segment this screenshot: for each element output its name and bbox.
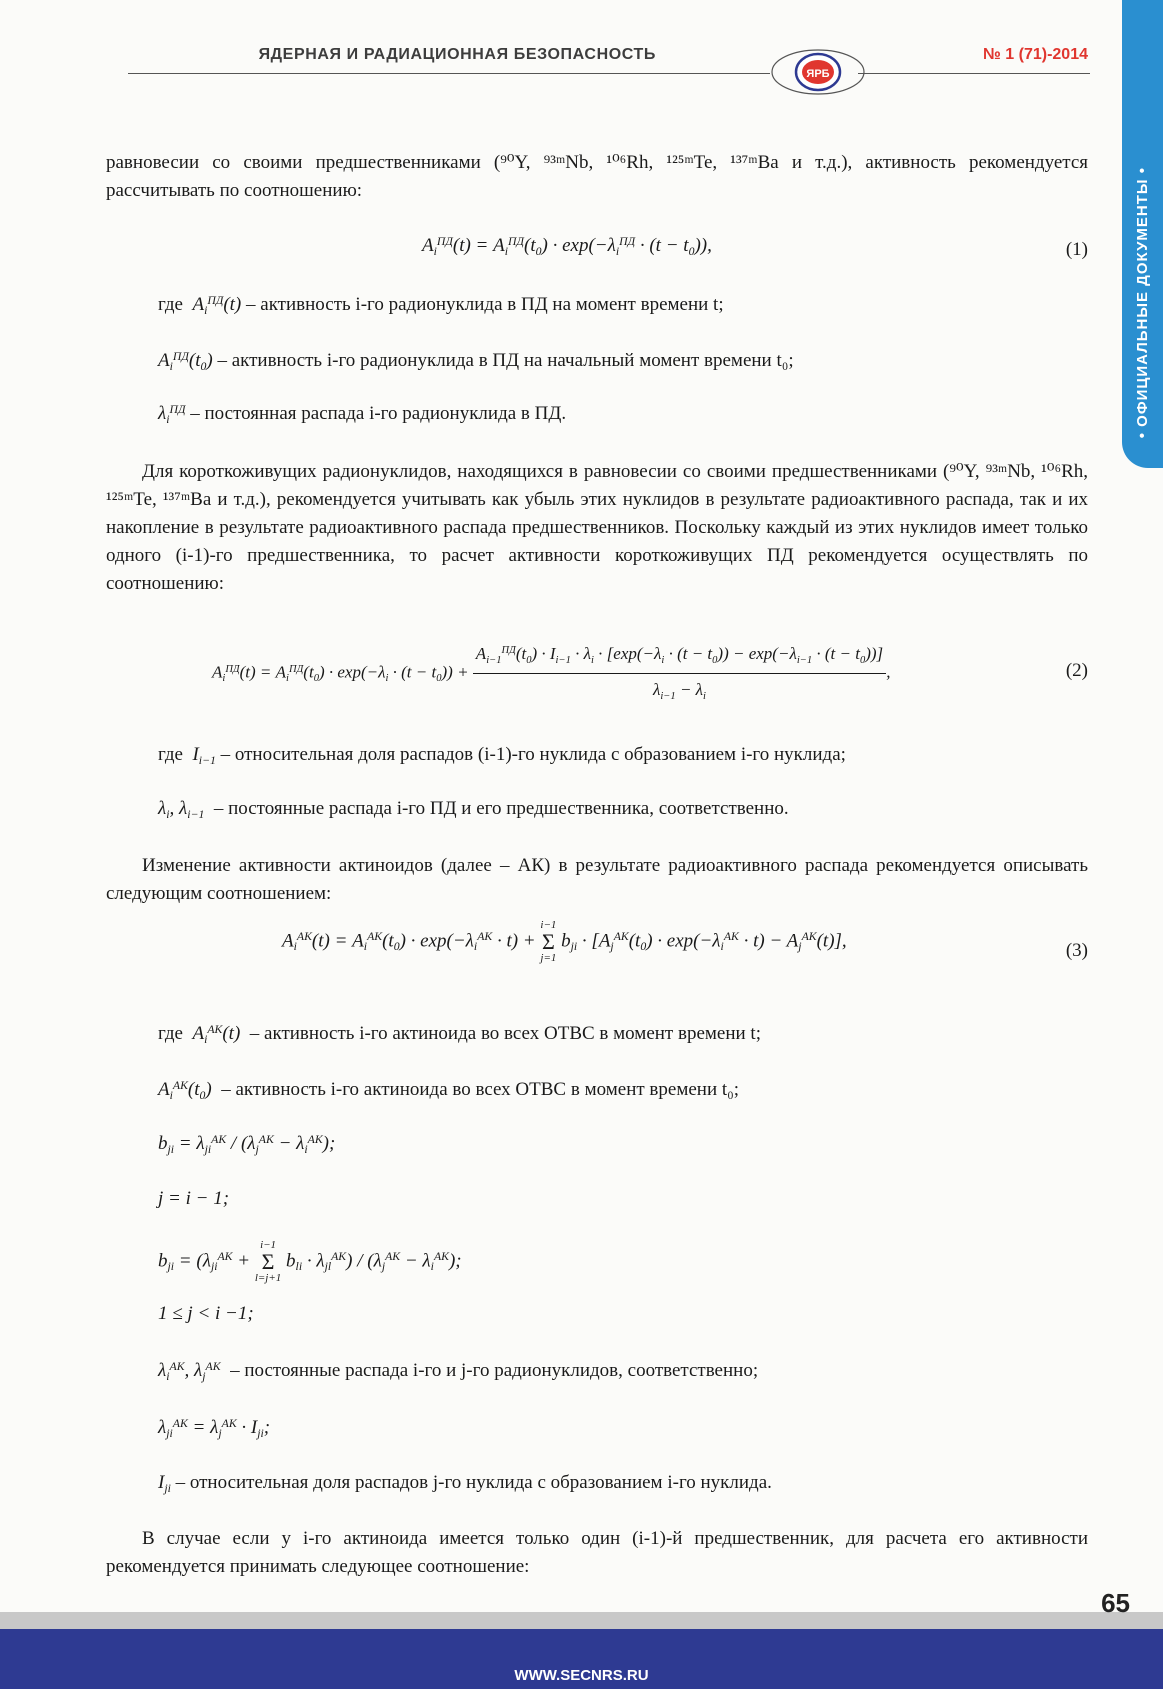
logo-text: ЯРБ [806, 68, 830, 80]
section-side-tab [1122, 0, 1163, 468]
formula-lambda-ji: $\lambda_{ji}^{АК} = \lambda_j^{АК} \cdot I_{ji}$; [158, 1416, 271, 1441]
formula-bji-2: $b_{ji} = (\lambda_{ji}^{АК}$ + i−1 Σ l=j+1 $b_{li} \cdot \lambda_{jl}^{АК}) / (\lambda_j^{АК} - \lambda_i^{АК})$; [158, 1239, 462, 1284]
equation-3-number: (3) [1065, 940, 1088, 961]
definition-3a-text: – активность i-го актиноида во всех ОТВС в момент времени t; [249, 1023, 761, 1044]
definition-1b: $A_i^{ПД}(t_0)$ – активность i-го радионуклида в ПД на начальный момент времени t₀; [158, 349, 794, 374]
paragraph-3: Изменение активности актиноидов (далее – АК) в результате радиоактивного распада рекомендуется описывать следующим соотношением: [106, 855, 1088, 904]
journal-logo [768, 42, 868, 106]
definition-2a: где $I_{i-1}$ – относительная доля распадов (i-1)-го нуклида с образованием i-го нуклида; [158, 744, 846, 768]
formula-bji-1: $b_{ji} = \lambda_{ji}^{АК} / (\lambda_j^{АК} - \lambda_i^{АК})$; [158, 1132, 336, 1157]
paragraph-2: Для короткоживущих радионуклидов, находящихся в равновесии со своими предшественниками (⁹⁰Y, ⁹³ᵐNb, ¹⁰⁶Rh, ¹²⁵ᵐTe, ¹³⁷ᵐBa и т.д.), рекомендуется учитывать как убыль этих нуклидов в результате радиоактивного распада, так и их накопление в результате радиоактивного распада предшественников. Поскольку каждый из этих нуклидов имеет только одного (i-1)-го предшественника, то расчет активности короткоживущих ПД рекомендуется осуществлять по соотношению: [106, 461, 1088, 594]
definition-3b-text: – активность i-го актиноида во всех ОТВС в момент времени t₀; [221, 1079, 740, 1100]
definition-2b-text: – постоянные распада i-го ПД и его предшественника, соответственно. [213, 798, 789, 819]
equation-1-number: (1) [1065, 239, 1088, 260]
issue-number: № 1 (71)-2014 [983, 46, 1088, 63]
definition-1c: $\lambda_i^{ПД}$ – постоянная распада i-го радионуклида в ПД. [158, 402, 567, 427]
equation-1: $A_i^{ПД}(t) = A_i^{ПД}(t_0) \cdot \exp(-\lambda_i^{ПД} \cdot (t - t_0))$, [422, 234, 712, 259]
definition-1b-text: – активность i-го радионуклида в ПД на начальный момент времени t₀; [217, 350, 794, 371]
definition-3c: $\lambda_i^{АК}$, $\lambda_j^{АК}$ – постоянные распада i-го и j-го радионуклидов, соответственно; [158, 1359, 759, 1384]
definition-1a: где $A_i^{ПД}(t)$ – активность i-го радионуклида в ПД на момент времени t; [158, 293, 724, 318]
page-number: 65 [1101, 1588, 1130, 1618]
definition-2a-text: – относительная доля распадов (i-1)-го нуклида с образованием i-го нуклида; [220, 744, 846, 765]
header-rule-right [858, 73, 1090, 74]
equation-3: $A_i^{АК}(t) = A_i^{АК}(t_0) \cdot \exp(-\lambda_i^{АК} \cdot t)$ + i−1 Σ j=1 $b_{ji} \cdot [A_j^{АК}(t_0) \cdot \exp(-\lambda_i^{АК} \cdot t) - A_j^{АК}(t)]$, [282, 919, 847, 964]
definition-3c-text: – постоянные распада i-го и j-го радионуклидов, соответственно; [230, 1360, 759, 1381]
paragraph-1: равновесии со своими предшественниками (⁹⁰Y, ⁹³ᵐNb, ¹⁰⁶Rh, ¹²⁵ᵐTe, ¹³⁷ᵐBa и т.д.), активность рекомендуется рассчитывать по соотношению: [106, 152, 1088, 201]
definition-3a: где $A_i^{АК}(t)$ – активность i-го актиноида во всех ОТВС в момент времени t; [158, 1022, 761, 1047]
equation-2-number: (2) [1065, 660, 1088, 681]
definition-1a-text: – активность i-го радионуклида в ПД на момент времени t; [246, 294, 724, 315]
footer-grey-band [0, 1612, 1163, 1630]
paragraph-4: В случае если у i-го актиноида имеется только один (i-1)-й предшественник, для расчета его активности рекомендуется принимать следующее соотношение: [106, 1528, 1088, 1577]
equation-2: $A_i^{ПД}(t) = A_i^{ПД}(t_0) \cdot \exp(-\lambda_i \cdot (t - t_0))$ + $A_{i-1}^{ПД}(t_0) \cdot I_{i-1} \cdot \lambda_i \cdot [\exp(-\lambda_i \cdot (t - t_0)) - \exp(-\lambda_{i-1} \cdot (t - t_0))]$ $\lambda_{i-1} - \lambda_i$ , [212, 640, 890, 707]
definition-3b: $A_i^{АК}(t_0)$ – активность i-го актиноида во всех ОТВС в момент времени t₀; [158, 1078, 740, 1103]
side-tab-label: • ОФИЦИАЛЬНЫЕ ДОКУМЕНТЫ • [1134, 166, 1151, 438]
definition-2b: $\lambda_i$, $\lambda_{i-1}$ – постоянные распада i-го ПД и его предшественника, соответственно. [158, 798, 789, 822]
definition-3d-text: – относительная доля распадов j-го нуклида с образованием i-го нуклида. [175, 1472, 772, 1493]
formula-j-eq: j = i − 1; [158, 1188, 230, 1209]
definition-3d: $I_{ji}$ – относительная доля распадов j-го нуклида с образованием i-го нуклида. [158, 1472, 772, 1496]
definition-1c-text: – постоянная распада i-го радионуклида в ПД. [190, 403, 567, 424]
formula-j-range: 1 ≤ j < i −1; [158, 1303, 254, 1324]
journal-title: ЯДЕРНАЯ И РАДИАЦИОННАЯ БЕЗОПАСНОСТЬ [258, 46, 656, 63]
header-rule-left [128, 73, 770, 74]
